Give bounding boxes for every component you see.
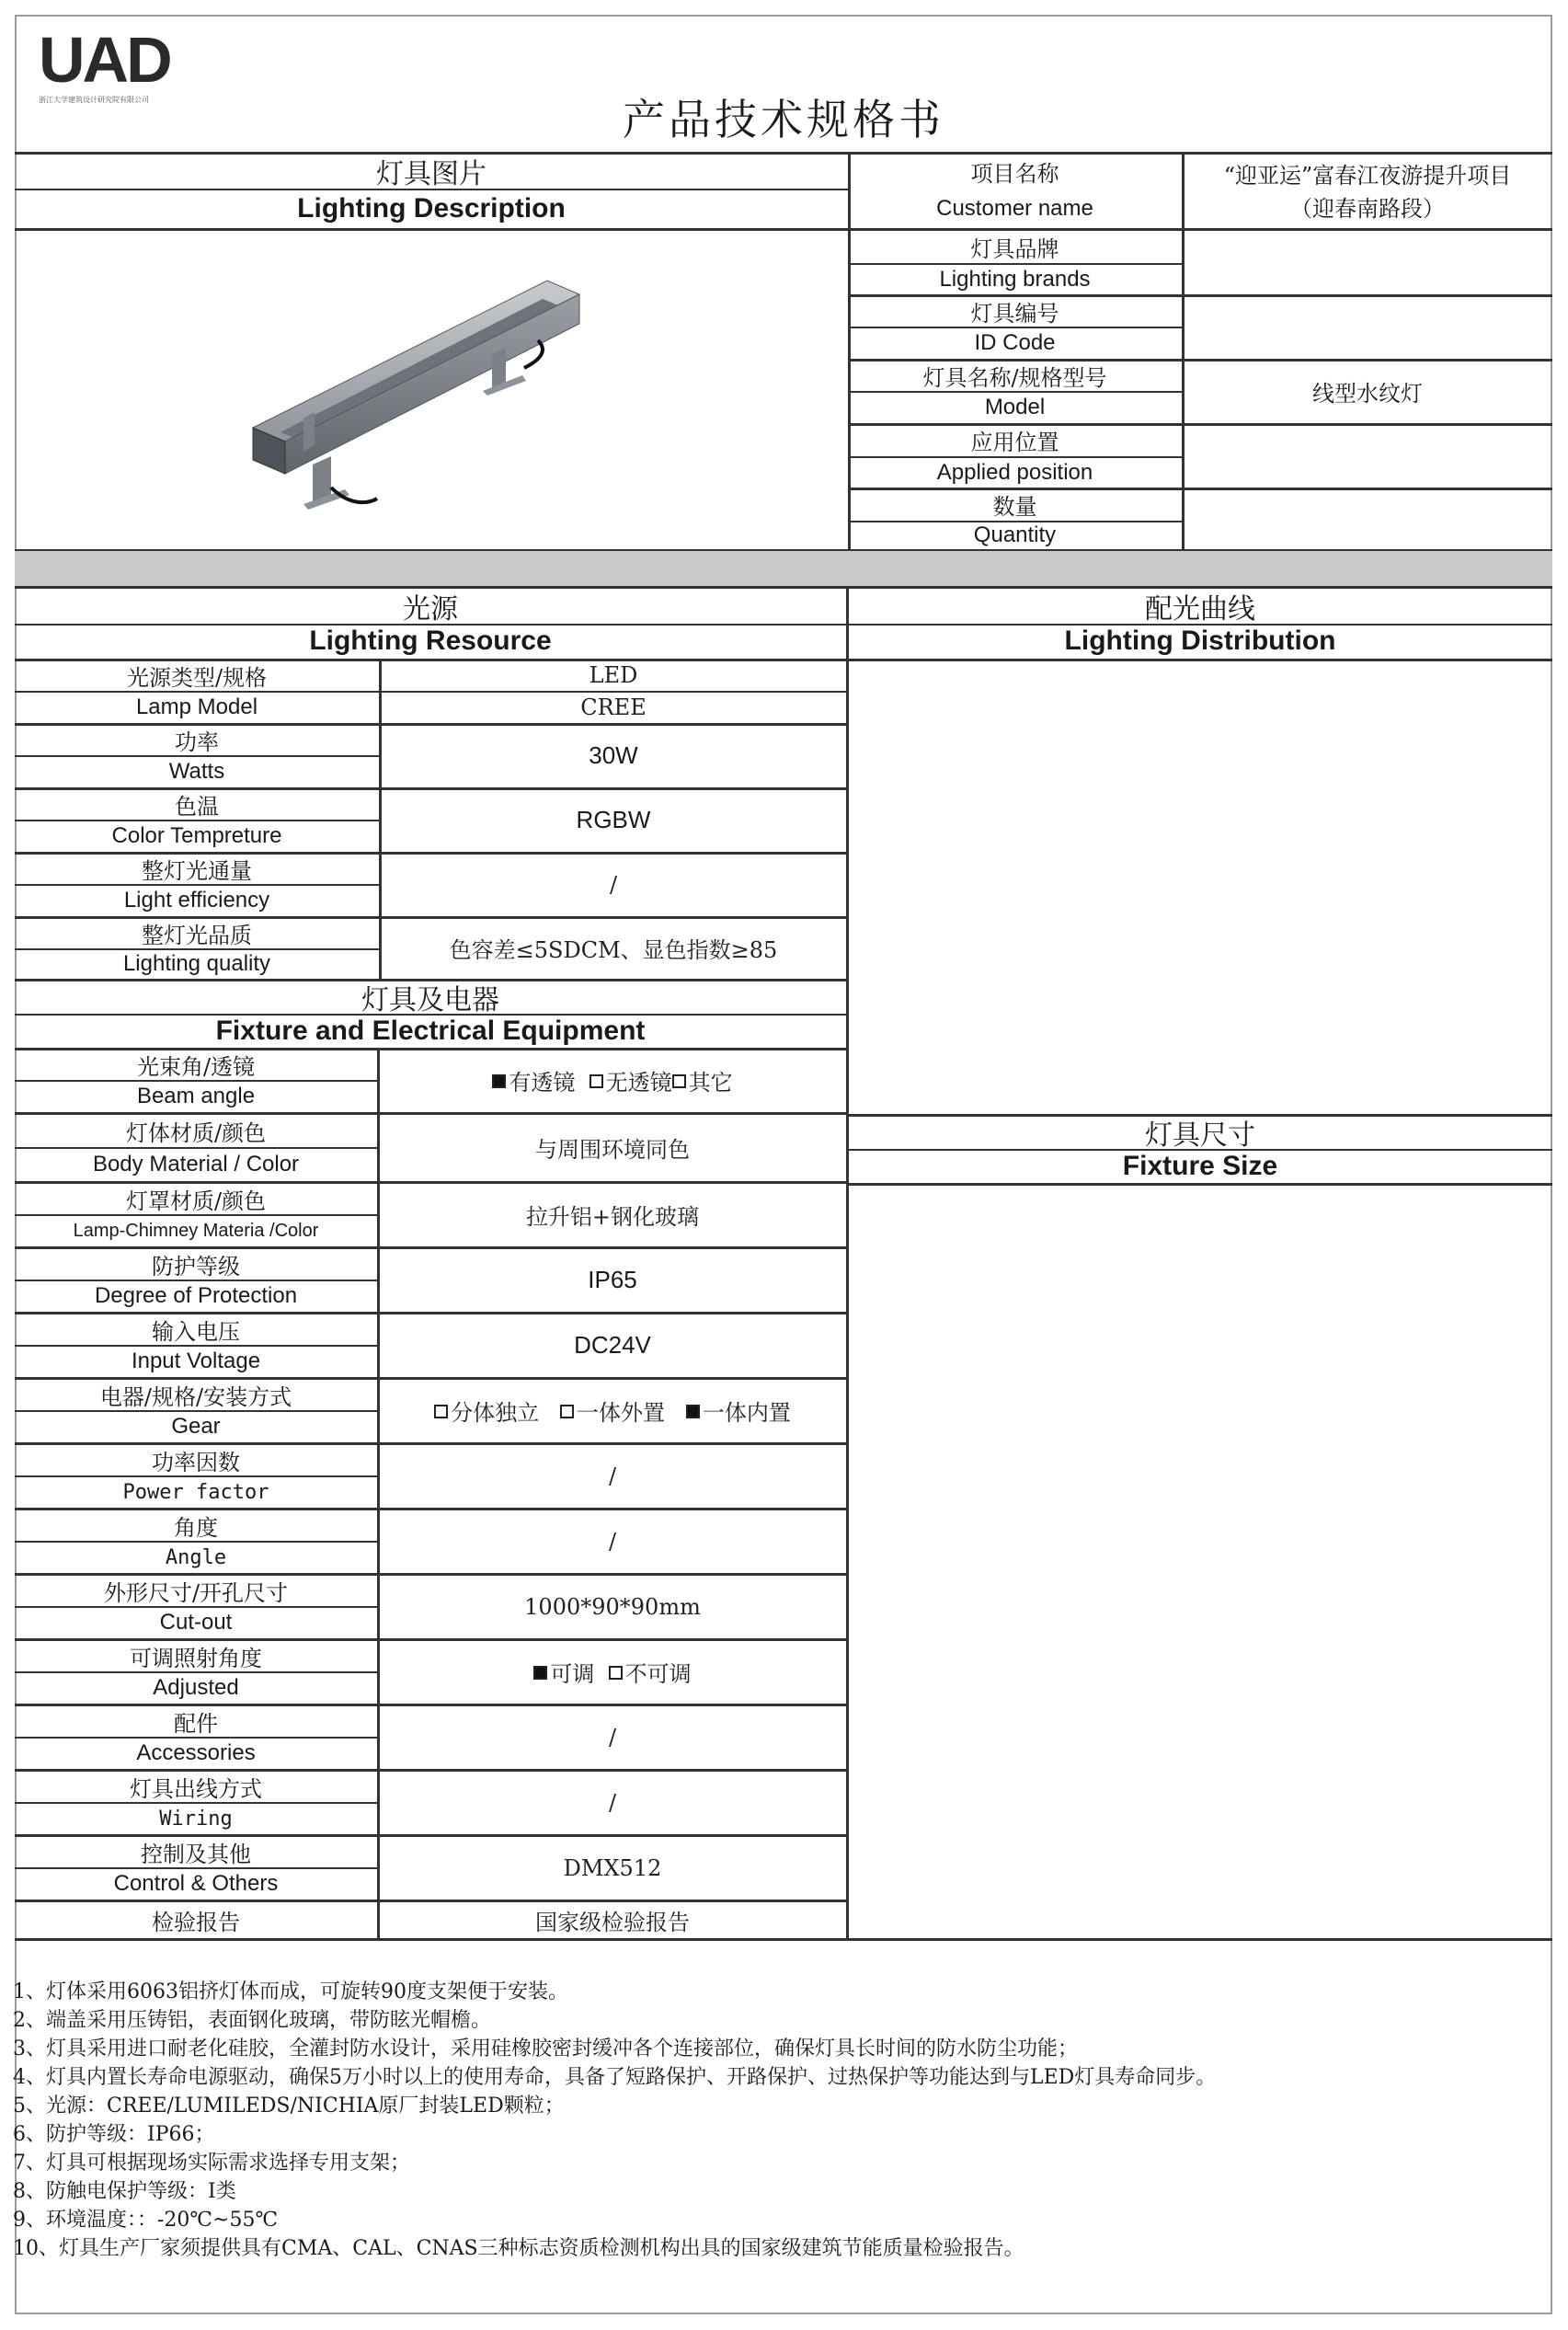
equipment-label-cn: 电器/规格/安装方式	[99, 1383, 292, 1410]
resource-label-en: Color Tempreture	[111, 823, 282, 848]
beam-angle-options	[379, 1049, 846, 1112]
option-label: 不可调	[624, 1661, 692, 1687]
info-label-cn: 灯具编号	[970, 300, 1059, 327]
equipment-label-en: Input Voltage	[131, 1349, 261, 1373]
option-checkbox[interactable]	[434, 1405, 448, 1418]
resource-label-en: Lamp Model	[135, 694, 258, 719]
equipment-label-en: Body Material / Color	[92, 1152, 300, 1176]
resource-label-cn: 功率	[175, 729, 219, 755]
info-label-en: Lighting brands	[939, 266, 1091, 292]
option-checkbox[interactable]	[560, 1405, 574, 1418]
equipment-label-cn: 可调照射角度	[130, 1645, 262, 1671]
option-label: 有透镜	[509, 1070, 576, 1096]
logo-subtitle: 浙江大学建筑设计研究院有限公司	[39, 96, 149, 104]
equipment-label-en: Degree of Protection	[94, 1283, 298, 1308]
note-item: 1、灯体采用6063铝挤灯体而成，可旋转90度支架便于安装。	[13, 1980, 568, 2003]
accessories-value: /	[608, 1724, 617, 1750]
option-label: 可调	[550, 1661, 595, 1687]
angle-value: /	[608, 1528, 617, 1555]
option-checkbox[interactable]	[672, 1074, 686, 1088]
info-label-en: Applied position	[936, 459, 1093, 485]
equipment-label-en: Gear	[171, 1414, 221, 1439]
input-voltage-value: DC24V	[574, 1331, 651, 1359]
model-value: 线型水纹灯	[1312, 381, 1423, 407]
info-label-cn: 灯具品牌	[970, 235, 1059, 262]
fixture-size-en: Fixture Size	[1122, 1151, 1278, 1181]
body-material-value: 与周围环境同色	[535, 1137, 690, 1163]
notes-list	[13, 1978, 1539, 2263]
equipment-label-cn: 灯体材质/颜色	[125, 1119, 267, 1146]
cut-out-value: 1000*90*90mm	[524, 1593, 701, 1620]
info-label-cn: 应用位置	[970, 430, 1059, 455]
equipment-label-cn: 输入电压	[152, 1318, 240, 1345]
resource-label-en: Light efficiency	[123, 888, 270, 912]
equipment-label-en: Beam angle	[136, 1084, 256, 1108]
equipment-label-en: Accessories	[136, 1740, 256, 1765]
watts-value: 30W	[589, 741, 638, 769]
info-label-cn: 数量	[992, 494, 1037, 520]
option-checkbox[interactable]	[589, 1074, 603, 1088]
resource-label-cn: 整灯光通量	[142, 857, 252, 884]
equipment-label-en: Wiring	[159, 1807, 233, 1831]
equipment-label-cn: 控制及其他	[141, 1841, 251, 1867]
option-checkbox[interactable]	[686, 1405, 700, 1418]
product-image	[230, 258, 616, 534]
resource-label-cn: 整灯光品质	[142, 922, 252, 948]
power-factor-value: /	[608, 1463, 617, 1489]
logo-wordmark: UAD	[39, 24, 170, 96]
fixture-size-cn: 灯具尺寸	[1145, 1119, 1255, 1152]
lighting-description-cn: 灯具图片	[376, 158, 486, 190]
note-item: 5、光源：CREE/LUMILEDS/NICHIA原厂封装LED颗粒；	[13, 2095, 565, 2118]
note-item: 3、灯具采用进口耐老化硅胶，全灌封防水设计，采用硅橡胶密封缓冲各个连接部位，确保灯具长时间的防水防尘功能；	[13, 2037, 1079, 2060]
info-label-en: Quantity	[973, 522, 1057, 547]
resource-label-cn: 色温	[175, 793, 219, 820]
gear-options	[379, 1379, 846, 1442]
equipment-label-cn: 配件	[174, 1710, 218, 1737]
option-label: 分体独立	[451, 1400, 540, 1426]
equipment-label-cn: 防护等级	[152, 1253, 240, 1280]
equipment-label-cn: 光束角/透镜	[136, 1053, 256, 1080]
lighting-distribution-en: Lighting Distribution	[1064, 626, 1336, 656]
equipment-label-en: Angle	[165, 1545, 227, 1569]
note-item: 7、灯具可根据现场实际需求选择专用支架；	[13, 2152, 410, 2175]
equipment-header-cn: 灯具及电器	[361, 984, 499, 1016]
equipment-label-cn: 角度	[174, 1514, 218, 1541]
note-item: 9、环境温度：：-20℃~55℃	[13, 2209, 279, 2232]
info-label-en: Model	[984, 395, 1046, 419]
equipment-label-en: Power factor	[122, 1480, 269, 1504]
note-item: 8、防触电保护等级：I类	[13, 2180, 236, 2203]
color-temperature-value: RGBW	[576, 806, 651, 833]
document-title: 产品技术规格书	[623, 95, 944, 144]
adjusted-options	[379, 1640, 846, 1704]
section-divider-band	[15, 551, 1552, 586]
option-checkbox[interactable]	[533, 1666, 547, 1680]
option-label: 无透镜	[605, 1070, 672, 1096]
option-checkbox[interactable]	[609, 1666, 623, 1680]
resource-label-en: Watts	[168, 759, 225, 784]
lighting-resource-cn: 光源	[403, 593, 458, 626]
equipment-label-cn: 灯罩材质/颜色	[125, 1188, 267, 1214]
info-label-cn: 灯具名称/规格型号	[922, 364, 1107, 391]
lighting-resource-en: Lighting Resource	[309, 626, 552, 656]
note-item: 6、防护等级：IP66；	[13, 2123, 215, 2146]
inspection-report-label: 检验报告	[152, 1909, 240, 1935]
note-item: 4、灯具内置长寿命电源驱动，确保5万小时以上的使用寿命，具备了短路保护、开路保护、过热保护等功能达到与LED灯具寿命同步。	[13, 2066, 1217, 2089]
info-label-cn: 项目名称	[970, 160, 1059, 187]
lighting-distribution-cn: 配光曲线	[1145, 593, 1255, 626]
note-item: 2、端盖采用压铸铝，表面钢化玻璃，带防眩光帽檐。	[13, 2009, 491, 2032]
option-label: 一体外置	[577, 1400, 665, 1426]
lamp-model-value: LED	[589, 662, 638, 688]
equipment-label-en: Adjusted	[153, 1675, 239, 1700]
info-label-en: Customer name	[936, 196, 1093, 221]
equipment-label-en: Cut-out	[159, 1610, 233, 1635]
equipment-label-en: Lamp-Chimney Materia /Color	[73, 1220, 319, 1241]
customer-name-value: “迎亚运”富春江夜游提升项目	[1223, 162, 1512, 189]
chimney-material-value: 拉升铝+钢化玻璃	[525, 1204, 700, 1230]
option-label: 一体内置	[702, 1400, 791, 1426]
option-checkbox[interactable]	[492, 1074, 506, 1088]
control-value: DMX512	[563, 1854, 662, 1881]
equipment-label-cn: 外形尺寸/开孔尺寸	[103, 1579, 289, 1606]
lighting-description-en: Lighting Description	[297, 193, 566, 224]
light-efficiency-value: /	[609, 871, 618, 898]
inspection-report-value: 国家级检验报告	[535, 1909, 690, 1935]
lamp-model-value-2: CREE	[580, 694, 647, 720]
resource-label-cn: 光源类型/规格	[126, 664, 268, 691]
customer-name-value-line2: （迎春南路段）	[1290, 195, 1445, 222]
equipment-label-en: Control & Others	[113, 1871, 279, 1896]
option-label: 其它	[688, 1070, 733, 1096]
equipment-header-en: Fixture and Electrical Equipment	[215, 1016, 646, 1046]
info-label-en: ID Code	[974, 330, 1056, 355]
note-item: 10、灯具生产厂家须提供具有CMA、CAL、CNAS三种标志资质检测机构出具的国家级建筑节能质量检验报告。	[13, 2237, 1024, 2260]
equipment-label-cn: 功率因数	[152, 1449, 240, 1475]
equipment-label-cn: 灯具出线方式	[130, 1775, 262, 1802]
wiring-value: /	[608, 1789, 617, 1816]
protection-value: IP65	[588, 1266, 637, 1293]
resource-label-en: Lighting quality	[122, 951, 271, 976]
lighting-quality-value: 色容差≤5SDCM、显色指数≥85	[449, 937, 778, 963]
